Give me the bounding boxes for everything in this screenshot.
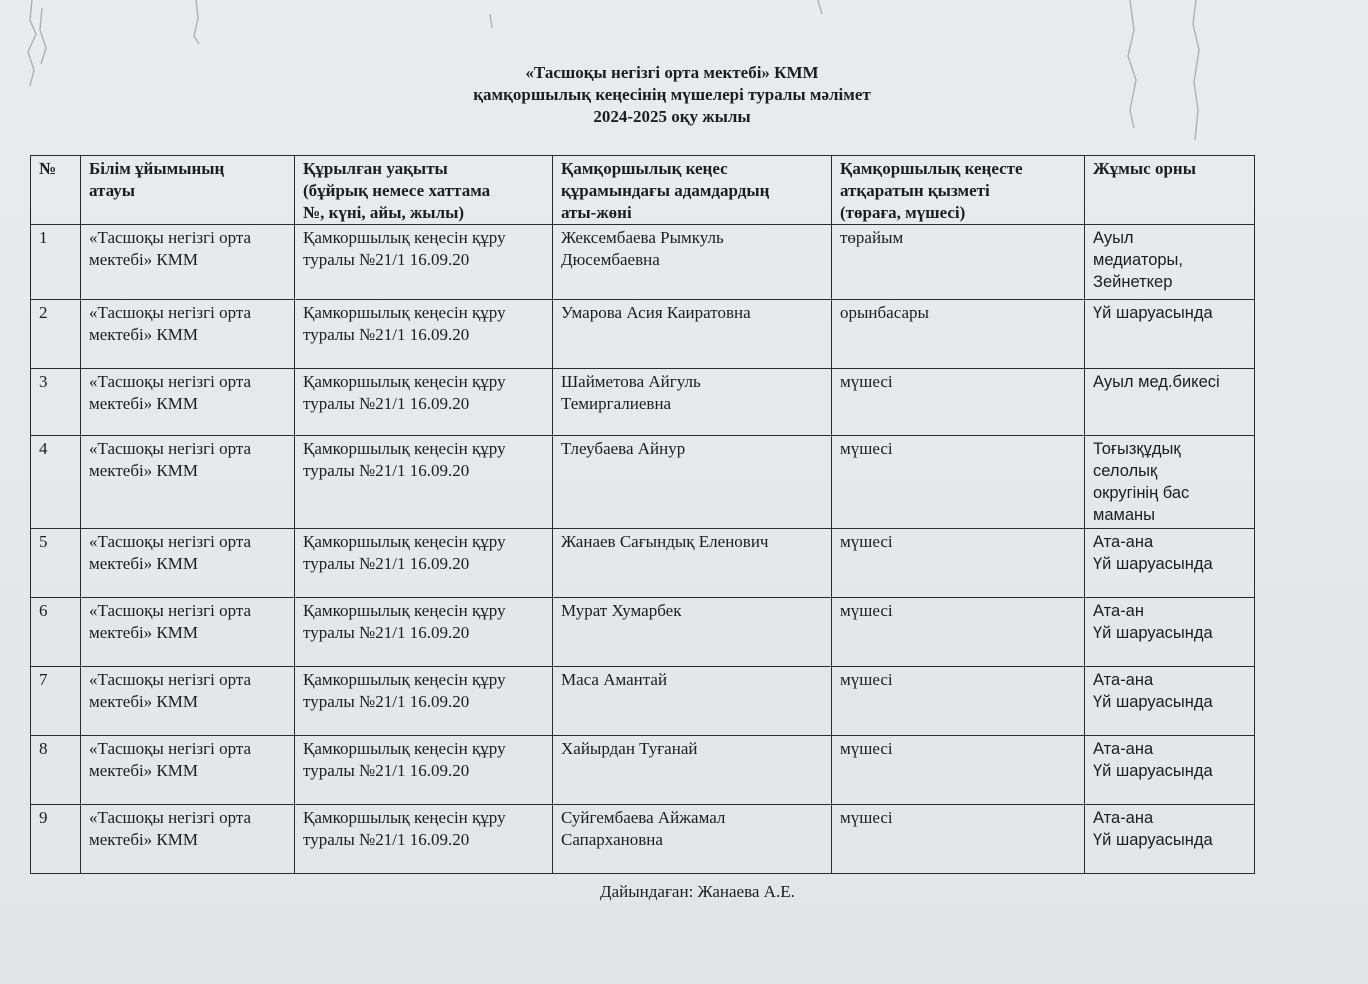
cell-member-name bbox=[553, 598, 832, 667]
column-header-organization: Білім ұйымының атауы bbox=[81, 156, 295, 225]
cell-organization-line: «Тасшоқы негізгі орта bbox=[89, 532, 252, 551]
cell-role-line: мүшесі bbox=[840, 670, 893, 689]
cell-organization-line: мектебі» КММ bbox=[89, 461, 199, 480]
table-row bbox=[31, 369, 1255, 436]
cell-organization-line: мектебі» КММ bbox=[89, 250, 199, 269]
cell-created-line: Қамкоршылық кеңесін құру bbox=[303, 670, 506, 689]
cell-created bbox=[295, 225, 553, 300]
cell-workplace bbox=[1085, 369, 1255, 436]
cell-organization bbox=[81, 667, 295, 736]
cell-role bbox=[832, 225, 1085, 300]
cell-organization-line: мектебі» КММ bbox=[89, 623, 199, 642]
cell-member-name bbox=[553, 225, 832, 300]
table-row bbox=[31, 598, 1255, 667]
cell-created-line: туралы №21/1 16.09.20 bbox=[303, 830, 470, 849]
cell-workplace-line: Үй шаруасында bbox=[1093, 831, 1213, 849]
cell-created bbox=[295, 529, 553, 598]
cell-member-name bbox=[553, 529, 832, 598]
cell-organization bbox=[81, 529, 295, 598]
cell-member-name bbox=[553, 300, 832, 369]
cell-organization-line: «Тасшоқы негізгі орта bbox=[89, 228, 252, 247]
cell-workplace bbox=[1085, 667, 1255, 736]
header-subject: қамқоршылық кеңесінің мүшелері туралы мәлімет bbox=[473, 85, 871, 104]
cell-number: 8 bbox=[31, 736, 81, 805]
cell-role bbox=[832, 529, 1085, 598]
cell-created bbox=[295, 436, 553, 529]
cell-created-line: Қамкоршылық кеңесін құру bbox=[303, 303, 506, 322]
cell-role-line: мүшесі bbox=[840, 532, 893, 551]
cell-organization bbox=[81, 736, 295, 805]
cell-organization-line: «Тасшоқы негізгі орта bbox=[89, 439, 252, 458]
column-header-number: № bbox=[31, 156, 81, 225]
cell-member-name-line: Тлеубаева Айнур bbox=[561, 439, 686, 458]
cell-workplace-line: Ата-ан bbox=[1093, 602, 1144, 620]
cell-role-line: орынбасары bbox=[840, 303, 929, 322]
cell-organization-line: «Тасшоқы негізгі орта bbox=[89, 670, 252, 689]
cell-created-line: туралы №21/1 16.09.20 bbox=[303, 461, 470, 480]
cell-workplace-line: Үй шаруасында bbox=[1093, 762, 1213, 780]
board-members-table bbox=[30, 155, 1255, 874]
cell-role bbox=[832, 369, 1085, 436]
cell-workplace-line: медиаторы, bbox=[1093, 251, 1183, 269]
cell-role bbox=[832, 598, 1085, 667]
column-header-workplace: Жұмыс орны bbox=[1085, 156, 1255, 225]
cell-role-line: мүшесі bbox=[840, 739, 893, 758]
cell-member-name bbox=[553, 736, 832, 805]
cell-created-line: Қамкоршылық кеңесін құру bbox=[303, 372, 506, 391]
cell-member-name-line: Мурат Хумарбек bbox=[561, 601, 682, 620]
cell-member-name-line: Умарова Асия Каиратовна bbox=[561, 303, 751, 322]
cell-role-line: мүшесі bbox=[840, 601, 893, 620]
cell-number: 2 bbox=[31, 300, 81, 369]
cell-role bbox=[832, 805, 1085, 874]
cell-organization-line: мектебі» КММ bbox=[89, 554, 199, 573]
cell-number: 3 bbox=[31, 369, 81, 436]
cell-role bbox=[832, 736, 1085, 805]
cell-created-line: Қамкоршылық кеңесін құру bbox=[303, 808, 506, 827]
cell-member-name bbox=[553, 805, 832, 874]
cell-workplace-line: маманы bbox=[1093, 506, 1156, 524]
table-row bbox=[31, 805, 1255, 874]
cell-workplace-line: Үй шаруасында bbox=[1093, 304, 1213, 322]
cell-workplace-line: Үй шаруасында bbox=[1093, 693, 1213, 711]
header-school-name: «Тасшоқы негізгі орта мектебі» КММ bbox=[525, 63, 819, 82]
column-header-member-name: Қамқоршылық кеңес құрамындағы адамдардың аты-жөні bbox=[553, 156, 832, 225]
cell-created-line: Қамкоршылық кеңесін құру bbox=[303, 439, 506, 458]
cell-workplace bbox=[1085, 805, 1255, 874]
cell-number: 4 bbox=[31, 436, 81, 529]
cell-workplace-line: Ата-ана bbox=[1093, 809, 1154, 827]
table-row bbox=[31, 225, 1255, 300]
cell-organization-line: мектебі» КММ bbox=[89, 761, 199, 780]
table-row bbox=[31, 529, 1255, 598]
cell-created bbox=[295, 369, 553, 436]
cell-created-line: туралы №21/1 16.09.20 bbox=[303, 554, 470, 573]
cell-workplace bbox=[1085, 300, 1255, 369]
cell-member-name-line: Хайырдан Туғанай bbox=[561, 739, 698, 758]
cell-organization-line: «Тасшоқы негізгі орта bbox=[89, 303, 252, 322]
cell-role bbox=[832, 667, 1085, 736]
table-row bbox=[31, 667, 1255, 736]
cell-organization-line: мектебі» КММ bbox=[89, 830, 199, 849]
cell-workplace bbox=[1085, 598, 1255, 667]
cell-member-name-line: Дюсембаевна bbox=[561, 250, 660, 269]
cell-created-line: Қамкоршылық кеңесін құру bbox=[303, 228, 506, 247]
cell-organization bbox=[81, 225, 295, 300]
cell-created-line: туралы №21/1 16.09.20 bbox=[303, 394, 470, 413]
cell-workplace-line: Тоғызқұдық bbox=[1093, 440, 1181, 458]
cell-workplace bbox=[1085, 436, 1255, 529]
cell-organization-line: «Тасшоқы негізгі орта bbox=[89, 372, 252, 391]
cell-organization-line: мектебі» КММ bbox=[89, 394, 199, 413]
cell-created-line: туралы №21/1 16.09.20 bbox=[303, 692, 470, 711]
cell-created bbox=[295, 300, 553, 369]
cell-member-name-line: Сапархановна bbox=[561, 830, 663, 849]
cell-workplace-line: Ауыл мед.бикесі bbox=[1093, 373, 1220, 391]
cell-member-name-line: Жанаев Сағындық Еленович bbox=[561, 532, 769, 551]
cell-organization-line: мектебі» КММ bbox=[89, 325, 199, 344]
cell-created bbox=[295, 736, 553, 805]
cell-role-line: мүшесі bbox=[840, 439, 893, 458]
cell-member-name-line: Суйгембаева Айжамал bbox=[561, 808, 726, 827]
cell-member-name-line: Шайметова Айгуль bbox=[561, 372, 701, 391]
cell-organization bbox=[81, 300, 295, 369]
document-header bbox=[300, 62, 1044, 128]
cell-workplace-line: Ата-ана bbox=[1093, 533, 1154, 551]
cell-member-name-line: Маса Амантай bbox=[561, 670, 668, 689]
cell-number: 1 bbox=[31, 225, 81, 300]
cell-workplace bbox=[1085, 529, 1255, 598]
table-row bbox=[31, 300, 1255, 369]
cell-member-name bbox=[553, 667, 832, 736]
cell-role bbox=[832, 300, 1085, 369]
cell-created-line: Қамкоршылық кеңесін құру bbox=[303, 601, 506, 620]
cell-created-line: Қамкоршылық кеңесін құру bbox=[303, 532, 506, 551]
table-header-row bbox=[31, 156, 1255, 225]
cell-member-name-line: Жексембаева Рымкуль bbox=[561, 228, 724, 247]
cell-created bbox=[295, 598, 553, 667]
cell-created bbox=[295, 805, 553, 874]
cell-workplace-line: Ауыл bbox=[1093, 229, 1134, 247]
header-academic-year: 2024-2025 оқу жылы bbox=[593, 107, 751, 126]
cell-role-line: мүшесі bbox=[840, 808, 893, 827]
table-row bbox=[31, 736, 1255, 805]
cell-created-line: туралы №21/1 16.09.20 bbox=[303, 250, 470, 269]
cell-created-line: туралы №21/1 16.09.20 bbox=[303, 761, 470, 780]
cell-created-line: туралы №21/1 16.09.20 bbox=[303, 623, 470, 642]
cell-created-line: Қамкоршылық кеңесін құру bbox=[303, 739, 506, 758]
cell-number: 5 bbox=[31, 529, 81, 598]
cell-member-name bbox=[553, 369, 832, 436]
cell-created-line: туралы №21/1 16.09.20 bbox=[303, 325, 470, 344]
cell-workplace bbox=[1085, 225, 1255, 300]
cell-workplace-line: Ата-ана bbox=[1093, 671, 1154, 689]
cell-organization bbox=[81, 805, 295, 874]
cell-number: 9 bbox=[31, 805, 81, 874]
cell-created bbox=[295, 667, 553, 736]
prepared-by: Дайындаған: Жанаева А.Е. bbox=[600, 882, 795, 901]
cell-member-name bbox=[553, 436, 832, 529]
cell-workplace-line: селолық bbox=[1093, 462, 1158, 480]
cell-organization bbox=[81, 369, 295, 436]
cell-workplace-line: Зейнеткер bbox=[1093, 273, 1173, 291]
cell-role-line: төрайым bbox=[840, 228, 904, 247]
cell-workplace bbox=[1085, 736, 1255, 805]
cell-workplace-line: Үй шаруасында bbox=[1093, 624, 1213, 642]
cell-organization bbox=[81, 598, 295, 667]
cell-number: 7 bbox=[31, 667, 81, 736]
cell-organization-line: «Тасшоқы негізгі орта bbox=[89, 739, 252, 758]
column-header-role: Қамқоршылық кеңесте атқаратын қызметі (төраға, мүшесі) bbox=[832, 156, 1085, 225]
cell-workplace-line: округінің бас bbox=[1093, 484, 1190, 502]
column-header-created: Құрылған уақыты (бұйрық немесе хаттама №, күні, айы, жылы) bbox=[295, 156, 553, 225]
cell-organization-line: мектебі» КММ bbox=[89, 692, 199, 711]
cell-organization-line: «Тасшоқы негізгі орта bbox=[89, 601, 252, 620]
cell-number: 6 bbox=[31, 598, 81, 667]
cell-role bbox=[832, 436, 1085, 529]
cell-role-line: мүшесі bbox=[840, 372, 893, 391]
cell-organization bbox=[81, 436, 295, 529]
cell-workplace-line: Үй шаруасында bbox=[1093, 555, 1213, 573]
table-row bbox=[31, 436, 1255, 529]
cell-workplace-line: Ата-ана bbox=[1093, 740, 1154, 758]
cell-member-name-line: Темиргалиевна bbox=[561, 394, 672, 413]
cell-organization-line: «Тасшоқы негізгі орта bbox=[89, 808, 252, 827]
